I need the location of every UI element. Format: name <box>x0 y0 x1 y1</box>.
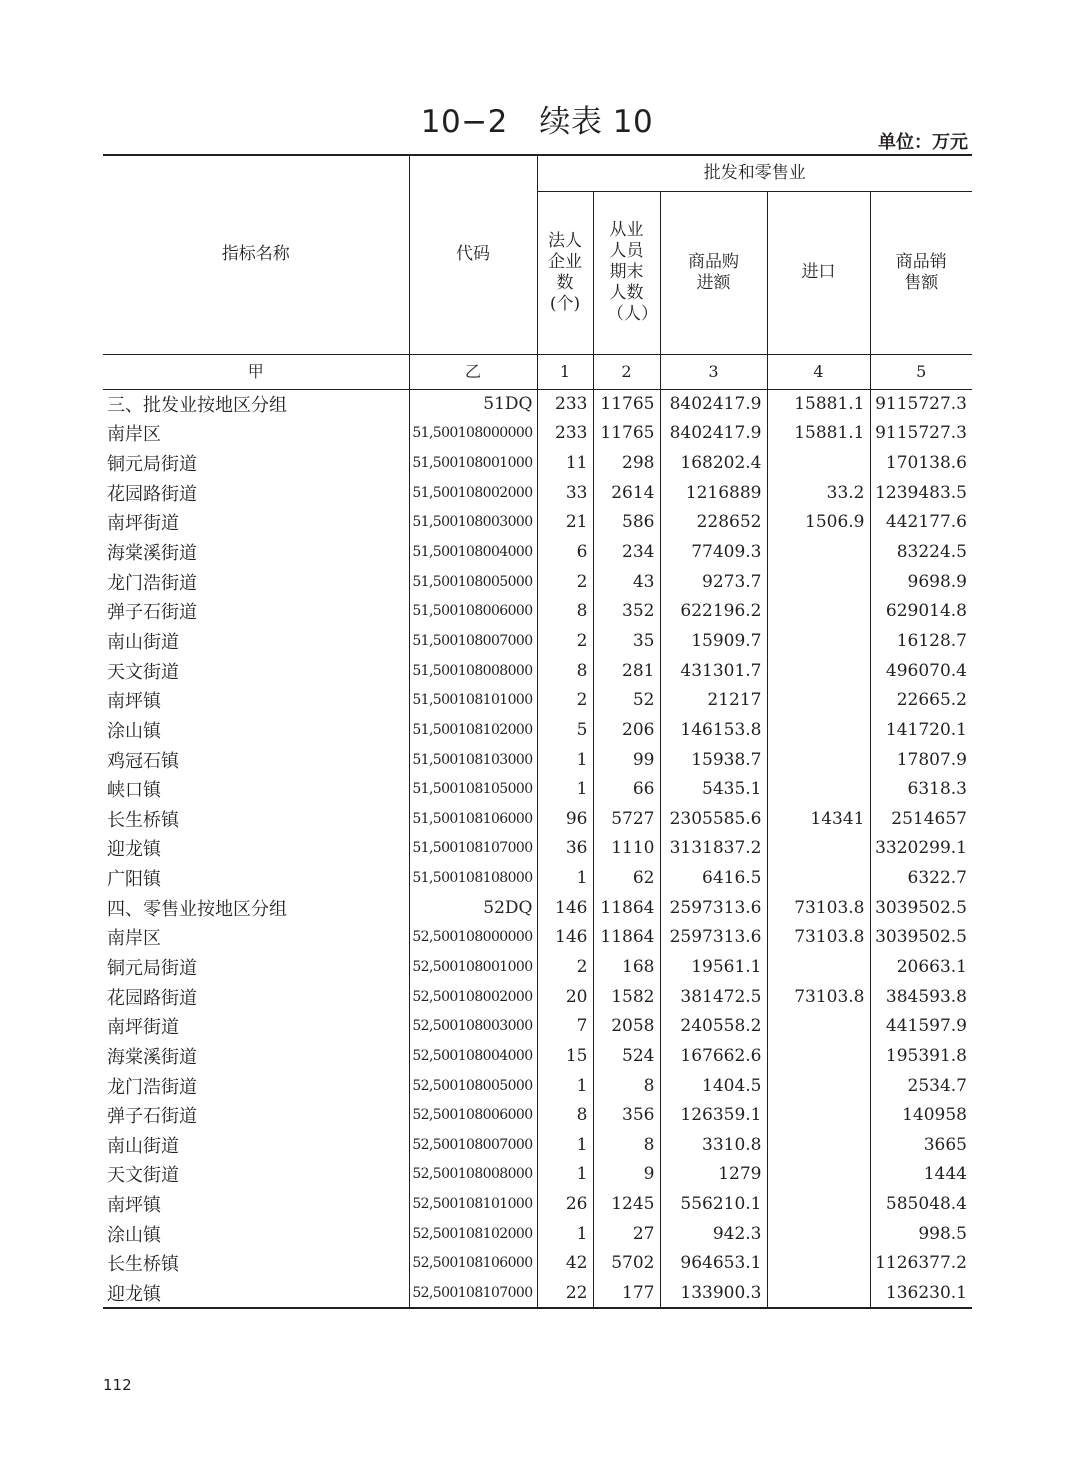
cell-c2: 356 <box>593 1100 660 1130</box>
cell-c5: 496070.4 <box>870 656 972 686</box>
cell-c3: 77409.3 <box>660 537 767 567</box>
cell-name: 涂山镇 <box>107 720 161 742</box>
cell-name: 龙门浩街道 <box>107 572 197 594</box>
cell-c2: 352 <box>593 596 660 626</box>
cell-code: 52,500108106000 <box>409 1249 537 1279</box>
cell-c2: 11864 <box>593 923 660 953</box>
cell-c1: 11 <box>537 448 593 478</box>
cell-c1: 2 <box>537 567 593 597</box>
cell-name: 鸡冠石镇 <box>107 750 179 772</box>
cell-c2: 11864 <box>593 893 660 923</box>
header-c3-text: 商品购进额 <box>687 251 739 293</box>
cell-c4 <box>767 626 870 656</box>
table-row <box>103 745 972 775</box>
cell-c5: 629014.8 <box>870 596 972 626</box>
cell-name: 南坪街道 <box>107 513 179 535</box>
cell-code: 52,500108008000 <box>409 1160 537 1190</box>
cell-c4 <box>767 1278 870 1308</box>
cell-c4 <box>767 952 870 982</box>
cell-c2: 35 <box>593 626 660 656</box>
cell-c2: 43 <box>593 567 660 597</box>
cell-c2: 281 <box>593 656 660 686</box>
cell-c5: 83224.5 <box>870 537 972 567</box>
cell-code: 51DQ <box>409 389 537 419</box>
cell-code: 52,500108101000 <box>409 1189 537 1219</box>
table-row <box>103 923 972 953</box>
cell-c2: 2058 <box>593 1011 660 1041</box>
cell-code: 51,500108005000 <box>409 567 537 597</box>
cell-code: 51,500108102000 <box>409 715 537 745</box>
cell-c1: 36 <box>537 834 593 864</box>
cell-code: 52,500108006000 <box>409 1100 537 1130</box>
cell-name: 铜元局街道 <box>107 454 197 476</box>
cell-c5: 136230.1 <box>870 1278 972 1308</box>
cell-c1: 21 <box>537 508 593 538</box>
cell-c4 <box>767 1249 870 1279</box>
cell-code: 51,500108103000 <box>409 745 537 775</box>
cell-c2: 62 <box>593 863 660 893</box>
cell-c3: 2597313.6 <box>660 893 767 923</box>
cell-c4 <box>767 448 870 478</box>
cell-c4 <box>767 1130 870 1160</box>
cell-c4 <box>767 1189 870 1219</box>
cell-c5: 3039502.5 <box>870 923 972 953</box>
cell-c3: 556210.1 <box>660 1189 767 1219</box>
cell-name: 龙门浩街道 <box>107 1076 197 1098</box>
cell-code: 52,500108004000 <box>409 1041 537 1071</box>
cell-c4: 15881.1 <box>767 389 870 419</box>
cell-code: 51,500108106000 <box>409 804 537 834</box>
cell-code: 52,500108000000 <box>409 923 537 953</box>
cell-c4 <box>767 567 870 597</box>
header-code: 代码 <box>409 155 537 354</box>
cell-name: 迎龙镇 <box>103 1278 409 1308</box>
cell-c5: 3665 <box>870 1130 972 1160</box>
cell-c4 <box>767 1160 870 1190</box>
cell-c1: 8 <box>537 1100 593 1130</box>
cell-c2: 177 <box>593 1278 660 1308</box>
cell-c3: 1216889 <box>660 478 767 508</box>
cell-c5: 1126377.2 <box>870 1249 972 1279</box>
cell-name: 海棠溪街道 <box>107 543 197 565</box>
table-row <box>103 567 972 597</box>
statistics-table <box>103 154 972 1309</box>
unit-label: 单位：万元 <box>878 132 968 153</box>
cell-name: 南岸区 <box>107 928 161 950</box>
cell-c4 <box>767 834 870 864</box>
header-c5-text: 商品销售额 <box>895 251 947 293</box>
index-code: 乙 <box>409 354 537 389</box>
table-header <box>103 155 972 389</box>
header-c1-text: 法人企业数(个) <box>548 230 582 314</box>
cell-c5: 384593.8 <box>870 982 972 1012</box>
cell-c2: 5727 <box>593 804 660 834</box>
cell-c2: 234 <box>593 537 660 567</box>
table-row <box>103 448 972 478</box>
cell-c1: 233 <box>537 419 593 449</box>
cell-code: 51,500108001000 <box>409 448 537 478</box>
cell-name: 峡口镇 <box>107 780 161 802</box>
index-c3: 3 <box>660 354 767 389</box>
cell-c3: 622196.2 <box>660 596 767 626</box>
cell-name: 南山街道 <box>107 1135 179 1157</box>
cell-c5: 585048.4 <box>870 1189 972 1219</box>
cell-c5: 20663.1 <box>870 952 972 982</box>
cell-c2: 8 <box>593 1071 660 1101</box>
cell-c5: 6318.3 <box>870 774 972 804</box>
cell-code: 52,500108002000 <box>409 982 537 1012</box>
cell-c2: 11765 <box>593 419 660 449</box>
table-row <box>103 1011 972 1041</box>
cell-code: 51,500108108000 <box>409 863 537 893</box>
table-row <box>103 419 972 449</box>
cell-name: 南坪镇 <box>107 1195 161 1217</box>
cell-c1: 7 <box>537 1011 593 1041</box>
cell-c1: 26 <box>537 1189 593 1219</box>
cell-c5: 9115727.3 <box>870 389 972 419</box>
cell-code: 52,500108001000 <box>409 952 537 982</box>
cell-c4 <box>767 863 870 893</box>
cell-c5: 1444 <box>870 1160 972 1190</box>
cell-c4: 73103.8 <box>767 923 870 953</box>
cell-c5: 2534.7 <box>870 1071 972 1101</box>
cell-c5: 3039502.5 <box>870 893 972 923</box>
cell-c1: 233 <box>537 389 593 419</box>
cell-c3: 8402417.9 <box>660 419 767 449</box>
cell-name: 南坪街道 <box>107 1017 179 1039</box>
cell-c2: 1582 <box>593 982 660 1012</box>
cell-c2: 298 <box>593 448 660 478</box>
cell-c1: 33 <box>537 478 593 508</box>
cell-c1: 5 <box>537 715 593 745</box>
page-number: 112 <box>103 1376 132 1394</box>
cell-c1: 1 <box>537 1219 593 1249</box>
cell-c4: 14341 <box>767 804 870 834</box>
cell-c1: 1 <box>537 1130 593 1160</box>
cell-c5: 140958 <box>870 1100 972 1130</box>
cell-code: 51,500108107000 <box>409 834 537 864</box>
cell-c3: 5435.1 <box>660 774 767 804</box>
cell-c1: 6 <box>537 537 593 567</box>
cell-c2: 586 <box>593 508 660 538</box>
cell-c2: 5702 <box>593 1249 660 1279</box>
table-row <box>103 1071 972 1101</box>
cell-code: 51,500108004000 <box>409 537 537 567</box>
cell-code: 51,500108008000 <box>409 656 537 686</box>
cell-c2: 168 <box>593 952 660 982</box>
cell-c2: 99 <box>593 745 660 775</box>
cell-name: 天文街道 <box>107 661 179 683</box>
cell-c1: 15 <box>537 1041 593 1071</box>
cell-c2: 1245 <box>593 1189 660 1219</box>
cell-c1: 22 <box>537 1278 593 1308</box>
cell-c4 <box>767 745 870 775</box>
cell-c3: 168202.4 <box>660 448 767 478</box>
cell-c3: 431301.7 <box>660 656 767 686</box>
index-name: 甲 <box>103 354 409 389</box>
cell-c4 <box>767 774 870 804</box>
cell-c4 <box>767 1071 870 1101</box>
table-row <box>103 1041 972 1071</box>
table-row <box>103 389 972 419</box>
cell-c1: 1 <box>537 863 593 893</box>
cell-name: 长生桥镇 <box>107 1254 179 1276</box>
cell-name: 弹子石街道 <box>107 602 197 624</box>
cell-c4 <box>767 685 870 715</box>
cell-c3: 2305585.6 <box>660 804 767 834</box>
table-row <box>103 952 972 982</box>
cell-code: 51,500108007000 <box>409 626 537 656</box>
cell-c1: 2 <box>537 685 593 715</box>
cell-c5: 998.5 <box>870 1219 972 1249</box>
table-row <box>103 1219 972 1249</box>
cell-name: 长生桥镇 <box>107 809 179 831</box>
table-row <box>103 508 972 538</box>
cell-code: 51,500108000000 <box>409 419 537 449</box>
cell-c1: 20 <box>537 982 593 1012</box>
cell-name: 海棠溪街道 <box>107 1046 197 1068</box>
cell-c3: 15909.7 <box>660 626 767 656</box>
cell-c3: 3131837.2 <box>660 834 767 864</box>
cell-c4 <box>767 537 870 567</box>
cell-c3: 6416.5 <box>660 863 767 893</box>
cell-name: 迎龙镇 <box>107 839 161 861</box>
cell-name: 南山街道 <box>107 631 179 653</box>
cell-c5: 9115727.3 <box>870 419 972 449</box>
cell-c1: 146 <box>537 893 593 923</box>
cell-c3: 15938.7 <box>660 745 767 775</box>
cell-c1: 96 <box>537 804 593 834</box>
cell-c4 <box>767 656 870 686</box>
cell-c4: 33.2 <box>767 478 870 508</box>
cell-c3: 240558.2 <box>660 1011 767 1041</box>
cell-c5: 17807.9 <box>870 745 972 775</box>
cell-c5: 442177.6 <box>870 508 972 538</box>
header-c3 <box>660 191 767 354</box>
index-c2: 2 <box>593 354 660 389</box>
cell-c1: 8 <box>537 656 593 686</box>
cell-c5: 441597.9 <box>870 1011 972 1041</box>
cell-name: 南岸区 <box>107 424 161 446</box>
cell-c5: 9698.9 <box>870 567 972 597</box>
cell-name: 铜元局街道 <box>107 957 197 979</box>
cell-c3: 1404.5 <box>660 1071 767 1101</box>
table-row <box>103 1189 972 1219</box>
table-row <box>103 626 972 656</box>
cell-code: 51,500108101000 <box>409 685 537 715</box>
header-c4: 进口 <box>767 191 870 354</box>
cell-c3: 126359.1 <box>660 1100 767 1130</box>
table-row <box>103 774 972 804</box>
cell-c2: 2614 <box>593 478 660 508</box>
cell-c2: 524 <box>593 1041 660 1071</box>
cell-code: 51,500108003000 <box>409 508 537 538</box>
cell-code: 52,500108003000 <box>409 1011 537 1041</box>
cell-name: 四、零售业按地区分组 <box>107 898 287 920</box>
cell-c5: 141720.1 <box>870 715 972 745</box>
table-row <box>103 834 972 864</box>
cell-c4 <box>767 715 870 745</box>
cell-c4 <box>767 1100 870 1130</box>
cell-c3: 964653.1 <box>660 1249 767 1279</box>
cell-c5: 3320299.1 <box>870 834 972 864</box>
cell-c2: 206 <box>593 715 660 745</box>
cell-c5: 170138.6 <box>870 448 972 478</box>
cell-c3: 133900.3 <box>660 1278 767 1308</box>
table-row <box>103 537 972 567</box>
cell-c2: 11765 <box>593 389 660 419</box>
cell-name: 广阳镇 <box>107 869 161 891</box>
table-row <box>103 863 972 893</box>
cell-code: 51,500108002000 <box>409 478 537 508</box>
table-row <box>103 982 972 1012</box>
cell-c5: 22665.2 <box>870 685 972 715</box>
cell-c5: 6322.7 <box>870 863 972 893</box>
cell-c1: 42 <box>537 1249 593 1279</box>
cell-c1: 1 <box>537 745 593 775</box>
cell-code: 51,500108105000 <box>409 774 537 804</box>
cell-code: 51,500108006000 <box>409 596 537 626</box>
cell-c3: 2597313.6 <box>660 923 767 953</box>
cell-name: 涂山镇 <box>107 1224 161 1246</box>
table-row <box>103 1100 972 1130</box>
table-row <box>103 1249 972 1279</box>
cell-c4: 1506.9 <box>767 508 870 538</box>
cell-c3: 19561.1 <box>660 952 767 982</box>
table-row <box>103 596 972 626</box>
cell-name: 天文街道 <box>107 1165 179 1187</box>
header-group: 批发和零售业 <box>537 155 972 191</box>
cell-c2: 66 <box>593 774 660 804</box>
cell-code: 52DQ <box>409 893 537 923</box>
table-row <box>103 656 972 686</box>
cell-c4 <box>767 596 870 626</box>
cell-c1: 1 <box>537 1160 593 1190</box>
cell-c2: 1110 <box>593 834 660 864</box>
cell-c2: 9 <box>593 1160 660 1190</box>
header-name: 指标名称 <box>103 155 409 354</box>
cell-c3: 1279 <box>660 1160 767 1190</box>
index-c5: 5 <box>870 354 972 389</box>
table-title: 10−2 续表 10 <box>420 104 654 140</box>
cell-c3: 21217 <box>660 685 767 715</box>
table-row <box>103 478 972 508</box>
header-c5 <box>870 191 972 354</box>
cell-code: 52,500108007000 <box>409 1130 537 1160</box>
table-row <box>103 1130 972 1160</box>
cell-c5: 195391.8 <box>870 1041 972 1071</box>
cell-name: 弹子石街道 <box>107 1106 197 1128</box>
cell-c4: 73103.8 <box>767 982 870 1012</box>
cell-c4 <box>767 1011 870 1041</box>
cell-name: 花园路街道 <box>107 483 197 505</box>
cell-c3: 167662.6 <box>660 1041 767 1071</box>
table-row <box>103 893 972 923</box>
table-row <box>103 1160 972 1190</box>
cell-c5: 1239483.5 <box>870 478 972 508</box>
cell-c3: 146153.8 <box>660 715 767 745</box>
index-c4: 4 <box>767 354 870 389</box>
cell-c3: 228652 <box>660 508 767 538</box>
table-body <box>103 389 972 1308</box>
cell-c4 <box>767 1219 870 1249</box>
table-row <box>103 804 972 834</box>
cell-c4 <box>767 1041 870 1071</box>
cell-c1: 1 <box>537 774 593 804</box>
cell-c1: 2 <box>537 626 593 656</box>
cell-c3: 942.3 <box>660 1219 767 1249</box>
cell-c1: 1 <box>537 1071 593 1101</box>
cell-c5: 2514657 <box>870 804 972 834</box>
cell-c2: 8 <box>593 1130 660 1160</box>
cell-c2: 27 <box>593 1219 660 1249</box>
cell-c1: 8 <box>537 596 593 626</box>
cell-c5: 16128.7 <box>870 626 972 656</box>
cell-c1: 2 <box>537 952 593 982</box>
cell-code: 52,500108107000 <box>409 1278 537 1308</box>
cell-name: 南坪镇 <box>107 691 161 713</box>
cell-c4: 73103.8 <box>767 893 870 923</box>
cell-code: 52,500108102000 <box>409 1219 537 1249</box>
table-row <box>103 1278 972 1308</box>
cell-c4: 15881.1 <box>767 419 870 449</box>
cell-name: 花园路街道 <box>107 987 197 1009</box>
cell-c1: 146 <box>537 923 593 953</box>
table-row <box>103 685 972 715</box>
header-c2 <box>593 191 660 354</box>
table-row <box>103 715 972 745</box>
cell-c3: 3310.8 <box>660 1130 767 1160</box>
header-c1 <box>537 191 593 354</box>
cell-name: 三、批发业按地区分组 <box>107 395 287 417</box>
cell-c3: 9273.7 <box>660 567 767 597</box>
cell-code: 52,500108005000 <box>409 1071 537 1101</box>
index-c1: 1 <box>537 354 593 389</box>
header-c2-text: 从业人员期末人数（人） <box>606 220 658 324</box>
cell-c3: 381472.5 <box>660 982 767 1012</box>
cell-c3: 8402417.9 <box>660 389 767 419</box>
cell-c2: 52 <box>593 685 660 715</box>
